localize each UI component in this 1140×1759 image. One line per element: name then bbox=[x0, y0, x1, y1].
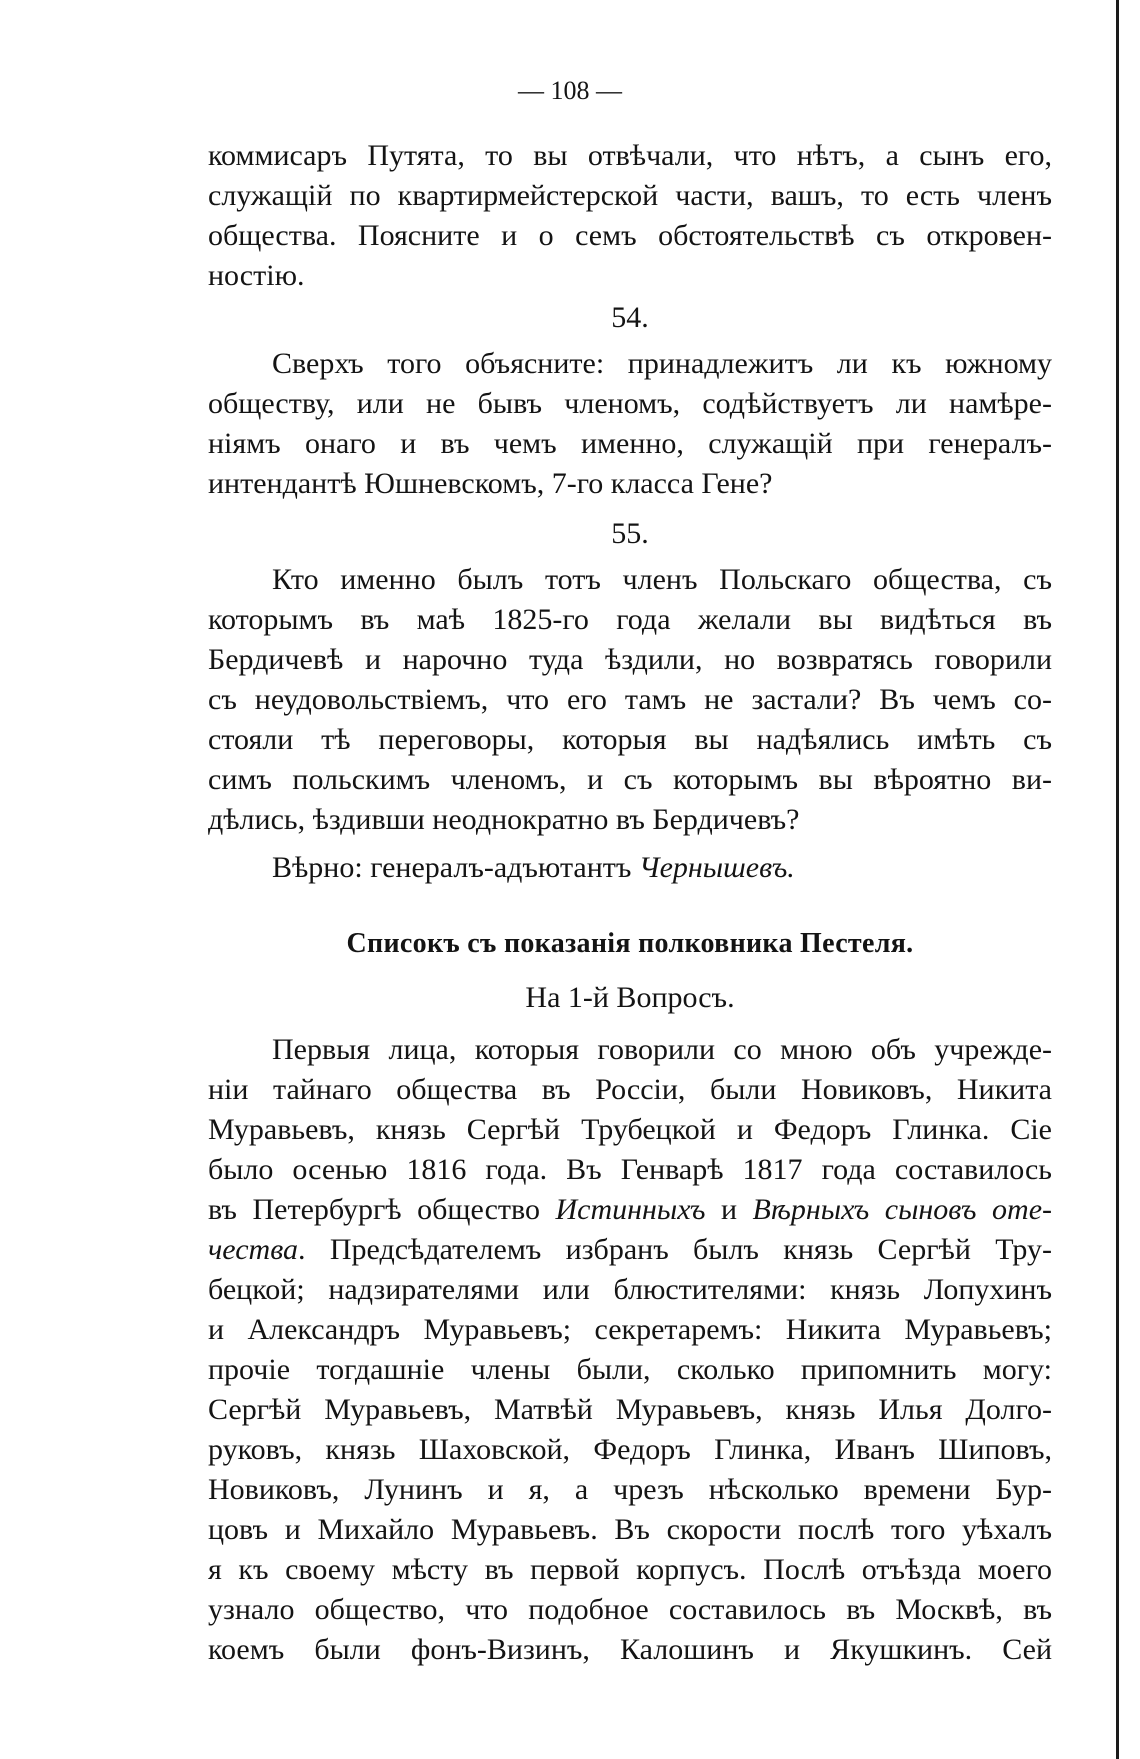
text-line bbox=[208, 1310, 1052, 1350]
text-line: Сверхъ того объясните: принадлежитъ ли къ южному bbox=[272, 347, 1052, 380]
italic-text: Вѣрныхъ сыновъ оте- bbox=[752, 1193, 1052, 1226]
text-run: прочіе тогдашніе члены были, сколько припомнить могу: bbox=[208, 1353, 1052, 1386]
text-line: ніямъ онаго и въ чемъ именно, служащій при генералъ- bbox=[208, 427, 1052, 460]
text-run: цовъ и Михайло Муравьевъ. Въ скорости послѣ того уѣхалъ bbox=[208, 1513, 1052, 1546]
text-line: стояли тѣ переговоры, которыя вы надѣялись имѣть съ bbox=[208, 723, 1052, 756]
text-line: симъ польскимъ членомъ, и съ которымъ вы вѣроятно ви- bbox=[208, 763, 1052, 796]
text-line: общества. Поясните и о семъ обстоятельствѣ съ откровен- bbox=[208, 219, 1052, 252]
text-run: было осенью 1816 года. Въ Генварѣ 1817 года составилось bbox=[208, 1153, 1052, 1186]
italic-text: Истинныхъ bbox=[555, 1193, 706, 1226]
text-run: и bbox=[705, 1193, 753, 1226]
text-line bbox=[208, 1590, 1052, 1630]
text-line bbox=[208, 1190, 1052, 1230]
text-line bbox=[208, 1470, 1052, 1510]
text-run: коемъ были фонъ-Визинъ, Калошинъ и Якушкинъ. Сей bbox=[208, 1633, 1052, 1666]
question-number: 55. bbox=[611, 517, 649, 550]
text-line: служащій по квартирмейстерской части, вашъ, то есть членъ bbox=[208, 179, 1052, 212]
text-line bbox=[208, 1110, 1052, 1150]
text-line bbox=[208, 1510, 1052, 1550]
text-run: ніи тайнаго общества въ Россіи, были Новиковъ, Никита bbox=[208, 1073, 1052, 1106]
text-run: въ Петербургѣ общество bbox=[208, 1193, 556, 1226]
text-run: Новиковъ, Лунинъ и я, а чрезъ нѣсколько времени Бур- bbox=[208, 1473, 1052, 1506]
text-run: Сергѣй Муравьевъ, Матвѣй Муравьевъ, князь Илья Долго- bbox=[208, 1393, 1052, 1426]
text-line bbox=[208, 1390, 1052, 1430]
text-line bbox=[208, 1230, 1052, 1270]
text-line bbox=[208, 1150, 1052, 1190]
section-title: Списокъ съ показанія полковника Пестеля. bbox=[346, 928, 914, 959]
text-line: Кто именно былъ тотъ членъ Польскаго общества, съ bbox=[272, 563, 1052, 596]
page-edge-rule bbox=[1116, 0, 1119, 1759]
text-line: дѣлись, ѣздивши неоднократно въ Бердичевъ? bbox=[208, 803, 800, 836]
text-run: и Александръ Муравьевъ; секретаремъ: Никита Муравьевъ; bbox=[208, 1313, 1052, 1346]
italic-text: чества bbox=[208, 1233, 299, 1266]
text-line: Бердичевѣ и нарочно туда ѣздили, но возвратясь говорили bbox=[208, 643, 1052, 676]
text-run: Первыя лица, которыя говорили со мною объ учрежде- bbox=[272, 1033, 1052, 1066]
text-run: . Предсѣдателемъ избранъ былъ князь Сергѣй Тру- bbox=[298, 1233, 1052, 1266]
attestation-name: Чернышевъ. bbox=[638, 851, 795, 884]
text-line: интендантѣ Юшневскомъ, 7-го класса Гене? bbox=[208, 467, 773, 500]
text-line: обществу, или не бывъ членомъ, содѣйствуетъ ли намѣре- bbox=[208, 387, 1052, 420]
text-line: которымъ въ маѣ 1825-го года желали вы видѣться въ bbox=[208, 603, 1052, 636]
question-number: 54. bbox=[611, 301, 649, 334]
text-line bbox=[208, 1270, 1052, 1310]
text-line bbox=[208, 1430, 1052, 1470]
text-line: коммисаръ Путята, то вы отвѣчали, что нѣтъ, а сынъ его, bbox=[208, 139, 1052, 172]
text-line bbox=[208, 1070, 1052, 1110]
question-title: На 1-й Вопросъ. bbox=[525, 981, 735, 1014]
text-line bbox=[208, 1550, 1052, 1590]
text-run: узнало общество, что подобное составилось въ Москвѣ, въ bbox=[208, 1593, 1052, 1626]
text-run: Муравьевъ, князь Сергѣй Трубецкой и Федоръ Глинка. Сіе bbox=[208, 1113, 1052, 1146]
attestation-prefix: Вѣрно: генералъ-адъютантъ bbox=[272, 851, 632, 884]
text-run: руковъ, князь Шаховской, Федоръ Глинка, Иванъ Шиповъ, bbox=[208, 1433, 1052, 1466]
text-run: я къ своему мѣсту въ первой корпусъ. Послѣ отъѣзда моего bbox=[208, 1553, 1052, 1586]
page-number: — 108 — bbox=[518, 76, 622, 105]
text-line: ностію. bbox=[208, 259, 305, 292]
attestation bbox=[272, 848, 1052, 888]
text-line bbox=[208, 1350, 1052, 1390]
text-run: бецкой; надзирателями или блюстителями: князь Лопухинъ bbox=[208, 1273, 1052, 1306]
text-line bbox=[272, 1030, 1052, 1070]
text-line bbox=[208, 1630, 1052, 1670]
text-line: съ неудовольствіемъ, что его тамъ не застали? Въ чемъ со- bbox=[208, 683, 1052, 716]
